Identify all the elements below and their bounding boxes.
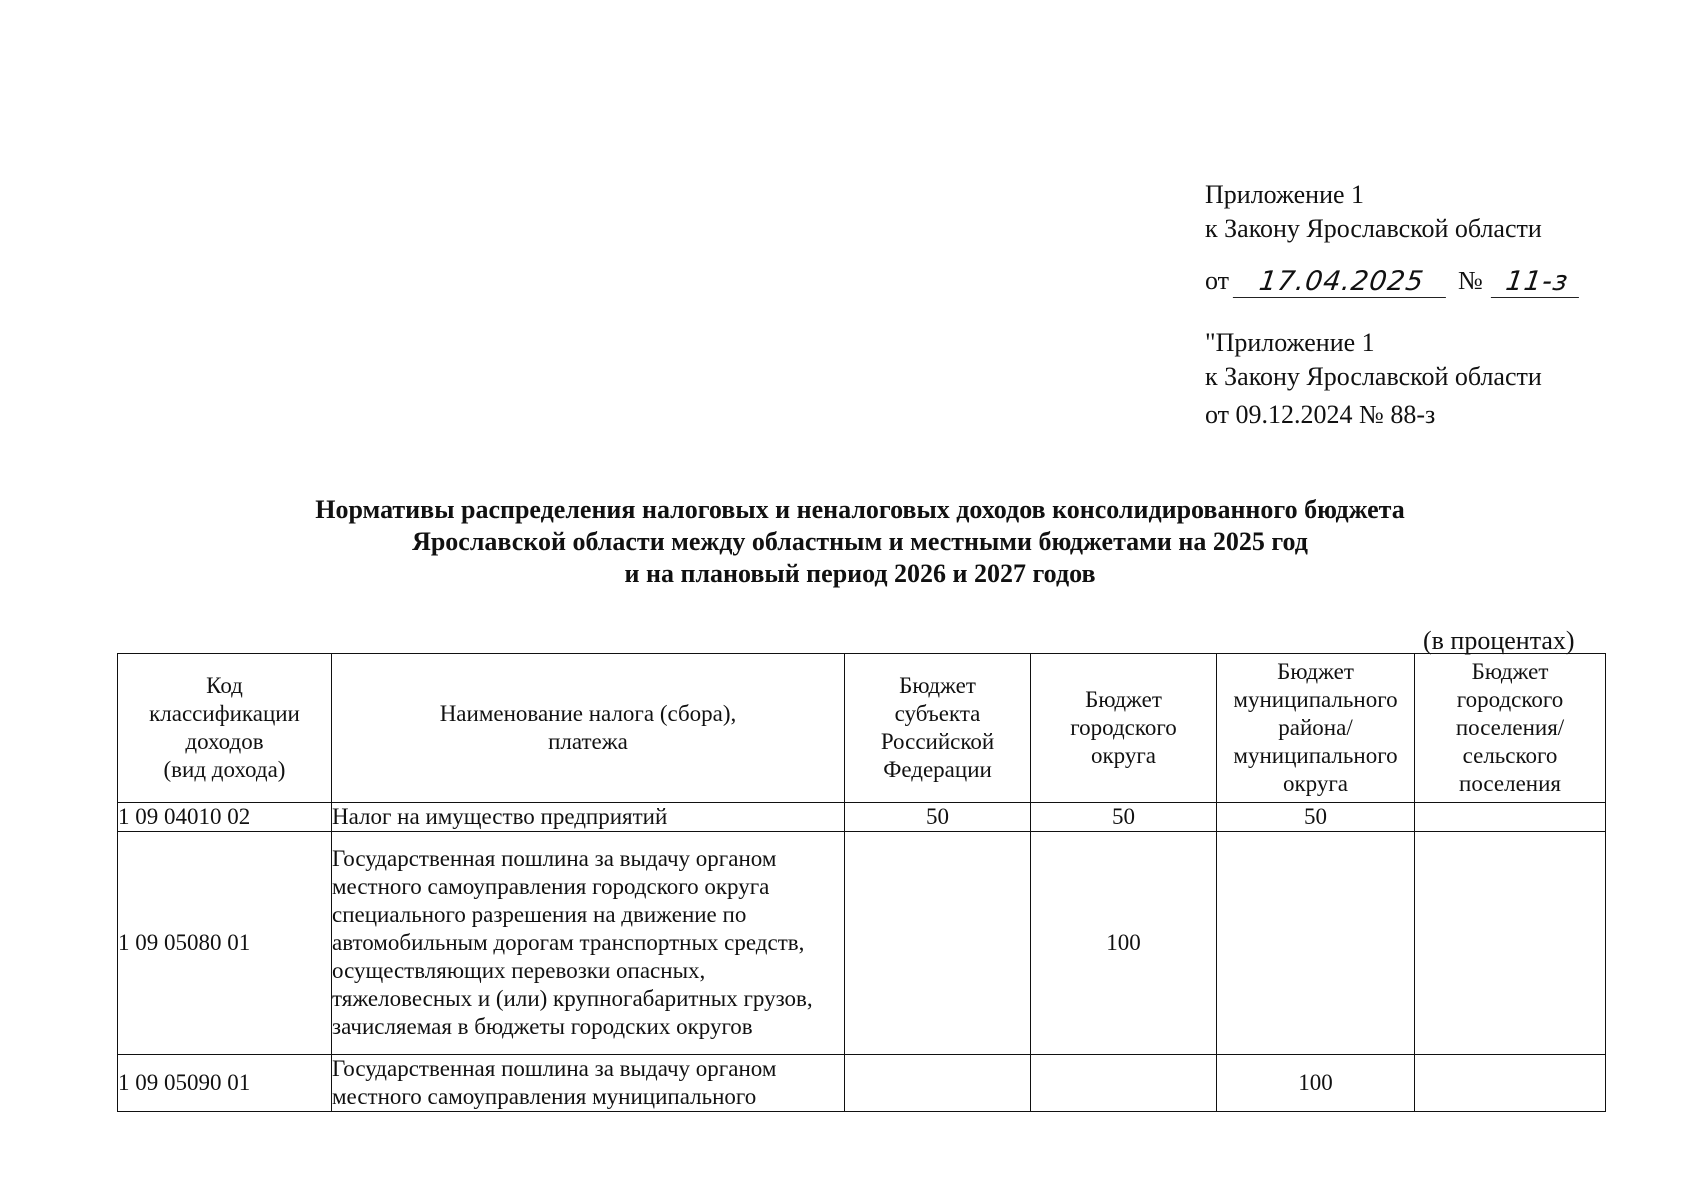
row-municipal-district-value: 50 [1217,803,1415,832]
title-line-2: Ярославской области между областным и местными бюджетами на 2025 год [412,527,1308,556]
header-municipal-line: муниципального [1233,687,1398,712]
row-settlement-value [1415,832,1606,1055]
norms-table [117,653,1606,1112]
title-line-3: и на плановый период 2026 и 2027 годов [624,559,1096,588]
header-code-line: Код [206,673,243,698]
row-code: 1 09 04010 02 [118,803,332,832]
header-subject-budget [845,654,1031,803]
header-city-line: Бюджет [1085,687,1162,712]
header-subject-line: Бюджет [899,673,976,698]
header-city-line: округа [1090,743,1156,768]
header-subject-line: субъекта [894,701,981,726]
row-municipal-district-value [1217,832,1415,1055]
header-municipal-district-budget [1217,654,1415,803]
row-city-district-value [1031,1055,1217,1112]
header-city-district-budget [1031,654,1217,803]
header-settlement-line: Бюджет [1471,659,1549,684]
header-name-line: платежа [548,729,628,754]
header-settlement-line: сельского [1462,743,1558,768]
previous-appendix-label: "Приложение 1 [1205,328,1375,357]
header-municipal-line: района/ [1278,715,1353,740]
header-subject-line: Российской [880,729,995,754]
header-settlement-line: городского [1456,687,1564,712]
row-city-district-value: 100 [1031,832,1217,1055]
title-line-1: Нормативы распределения налоговых и неналоговых доходов консолидированного бюджета [315,495,1405,524]
previous-appendix-block [1205,326,1542,432]
row-name: Налог на имущество предприятий [332,803,845,832]
header-subject-line: Федерации [883,757,992,782]
appendix-law-reference: к Закону Ярославской области [1205,214,1542,243]
row-name: Государственная пошлина за выдачу органом местного самоуправления муниципального [332,1055,845,1112]
appendix-label: Приложение 1 [1205,180,1365,209]
header-name-line: Наименование налога (сбора), [439,701,737,726]
row-code: 1 09 05080 01 [118,832,332,1055]
row-subject-value [845,1055,1031,1112]
appendix-date-line [1205,246,1581,298]
header-city-line: городского [1070,715,1177,740]
table-row [118,832,1606,1055]
header-municipal-line: округа [1282,771,1348,796]
header-name [332,654,845,803]
units-note: (в процентах) [1423,626,1575,655]
table-row [118,803,1606,832]
row-subject-value: 50 [845,803,1031,832]
header-code-line: (вид дохода) [163,757,286,782]
number-sign: № [1458,266,1483,295]
header-municipal-line: Бюджет [1277,659,1354,684]
previous-appendix-date-line: от 09.12.2024 № 88-з [1205,400,1436,429]
header-settlement-budget [1415,654,1606,803]
handwritten-date: 17.04.2025 [1233,267,1450,298]
header-settlement-line: поселения/ [1455,715,1565,740]
header-code [118,654,332,803]
header-settlement-line: поселения [1459,771,1561,796]
table-row [118,1055,1606,1112]
row-city-district-value: 50 [1031,803,1217,832]
header-municipal-line: муниципального [1233,743,1398,768]
appendix-block [1205,178,1581,298]
row-settlement-value [1415,803,1606,832]
header-code-line: доходов [185,729,264,754]
handwritten-number: 11-з [1491,267,1583,298]
date-prefix: от [1205,266,1230,295]
row-name: Государственная пошлина за выдачу органом местного самоуправления городского округа специального разрешения на движение по автомобильным дорогам транспортных средств, осуществляющих перевозки опасных, тяжеловесных и (или) крупногабаритных грузов, зачисляемая в бюджеты городских округов [332,832,845,1055]
table-header-row [118,654,1606,803]
previous-appendix-law-reference: к Закону Ярославской области [1205,362,1542,391]
document-title [0,494,1697,590]
row-subject-value [845,832,1031,1055]
header-code-line: классификации [149,701,300,726]
row-settlement-value [1415,1055,1606,1112]
row-code: 1 09 05090 01 [118,1055,332,1112]
row-municipal-district-value: 100 [1217,1055,1415,1112]
